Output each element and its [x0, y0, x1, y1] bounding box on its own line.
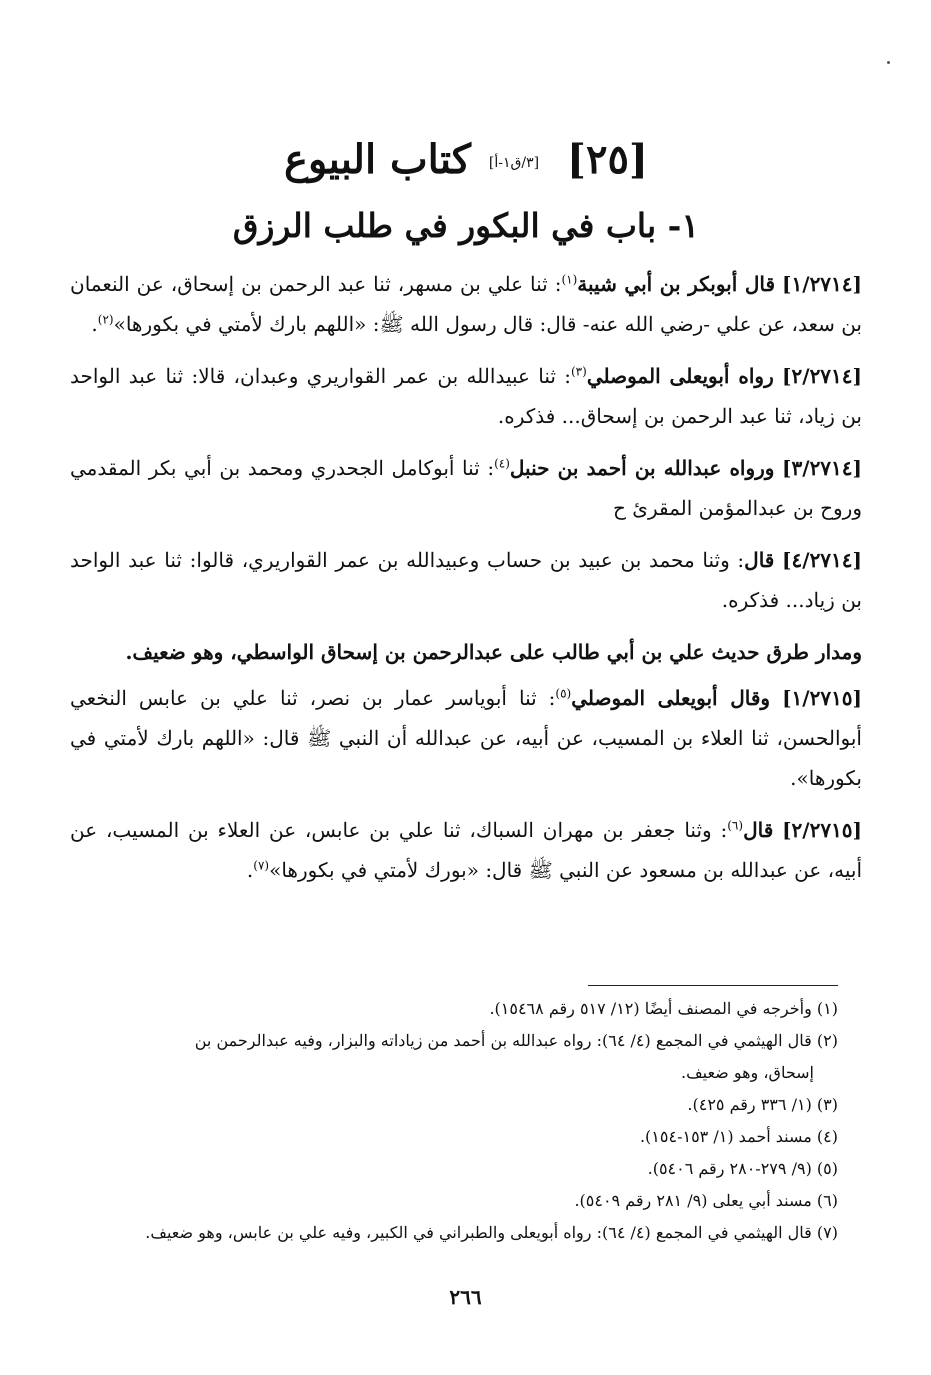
hadith-entry [70, 678, 862, 798]
entry-tail: . [91, 312, 98, 336]
entry-number: [١/٢٧١٥] [782, 686, 863, 710]
entry-lead: ورواه عبدالله بن أحمد بن حنبل [509, 456, 775, 480]
entry-number: [٤/٢٧١٤] [782, 548, 862, 572]
entry-lead: قال [743, 818, 774, 842]
footnote-ref[interactable]: (٤) [494, 456, 510, 471]
hadith-entry [70, 540, 862, 620]
footnote [70, 1217, 838, 1249]
footnote [70, 1121, 838, 1153]
entry-lead: وقال أبويعلى الموصلي [571, 686, 771, 710]
footnote-text: مسند أبي يعلى (٩/ ٢٨١ رقم ٥٤٠٩). [574, 1191, 812, 1210]
entry-lead: قال أبوبكر بن أبي شيبة [577, 272, 776, 296]
footnote-ref[interactable]: (٥) [555, 686, 572, 701]
entry-lead: رواه أبويعلى الموصلي [586, 364, 774, 388]
footnote-mark: (١) [816, 999, 838, 1018]
entry-text: : وثنا محمد بن عبيد بن حساب وعبيدالله بن عمر القواريري، قالوا: ثنا عبد الواحد بن زياد... فذكره. [70, 548, 862, 612]
footnotes [70, 993, 838, 1249]
footnote-ref[interactable]: (٣) [570, 364, 587, 379]
footnote-separator [588, 985, 838, 986]
hadith-entry [70, 448, 862, 528]
chapter-title: ١- باب في البكور في طلب الرزق [232, 206, 700, 245]
page-body [70, 128, 862, 902]
footnote-mark: (٢) [816, 1031, 838, 1050]
footnote-text: وأخرجه في المصنف أيضًا (١٢/ ٥١٧ رقم ١٥٤٦٨). [489, 999, 812, 1018]
book-number: [٢٥] [567, 136, 648, 183]
footnote-text: مسند أحمد (١/ ١٥٣-١٥٤). [639, 1127, 812, 1146]
entry-tail: . [246, 858, 254, 882]
entry-number: [١/٢٧١٤] [782, 272, 862, 296]
scan-speck [887, 61, 890, 64]
page-number: ٢٦٦ [449, 1285, 482, 1309]
footnote-mark: (٥) [816, 1159, 838, 1178]
entry-text: : ثنا عبيدالله بن عمر القواريري وعبدان، قالا: ثنا عبد الواحد بن زياد، ثنا عبد الرحمن بن إسحاق... فذكره. [70, 364, 862, 428]
footnote [70, 1153, 838, 1185]
entry-text: : ثنا أبوكامل الجحدري ومحمد بن أبي بكر المقدمي وروح بن عبدالمؤمن المقرئ ح [70, 456, 862, 520]
footnote-text: قال الهيثمي في المجمع (٤/ ٦٤): رواه أبويعلى والطبراني في الكبير، وفيه علي بن عابس، وهو ضعيف. [145, 1223, 812, 1242]
footnote-text: (١/ ٣٣٦ رقم ٤٢٥). [687, 1095, 812, 1114]
hadith-entry [70, 264, 862, 344]
entry-number: [٣/٢٧١٤] [782, 456, 862, 480]
entry-text: : ثنا أبوياسر عمار بن نصر، ثنا علي بن عابس النخعي أبوالحسن، ثنا العلاء بن المسيب، عن أبيه، عن عبدالله أن النبي ﷺ قال: «اللهم بارك لأمتي في بكورها». [70, 686, 862, 790]
footnote-ref[interactable]: (٢) [97, 312, 114, 327]
footnote-mark: (٦) [816, 1191, 838, 1210]
book-title-text: كتاب البيوع [284, 136, 471, 183]
footnote [70, 1025, 838, 1089]
footnote [70, 1185, 838, 1217]
footnote [70, 1089, 838, 1121]
hadith-entry [70, 810, 862, 890]
footnote [70, 993, 838, 1025]
manuscript-reference: [٣/ق١-أ] [488, 155, 540, 171]
footnote-text: قال الهيثمي في المجمع (٤/ ٦٤): رواه عبدالله بن أحمد من زياداته والبزار، وفيه عبدالرحمن بن [194, 1031, 812, 1050]
entry-text: : وثنا جعفر بن مهران السباك، ثنا علي بن عابس، عن العلاء بن المسيب، عن أبيه، عن عبدالله بن مسعود عن النبي ﷺ قال: «بورك لأمتي في بكورها» [70, 818, 862, 882]
footnote-ref[interactable]: (٧) [253, 858, 270, 873]
footnote-mark: (٧) [816, 1223, 838, 1242]
footnote-mark: (٤) [816, 1127, 838, 1146]
entry-lead: قال [744, 548, 775, 572]
footnote-ref[interactable]: (١) [561, 272, 578, 287]
book-title [70, 128, 862, 192]
summary-note: ومدار طرق حديث علي بن أبي طالب على عبدالرحمن بن إسحاق الواسطي، وهو ضعيف. [125, 640, 862, 664]
entry-number: [٢/٢٧١٥] [782, 818, 863, 842]
entry-number: [٢/٢٧١٤] [782, 364, 862, 388]
footnote-ref[interactable]: (٦) [727, 818, 744, 833]
footnote-mark: (٣) [816, 1095, 838, 1114]
entry-text: : ثنا علي بن مسهر، ثنا عبد الرحمن بن إسحاق، عن النعمان بن سعد، عن علي -رضي الله عنه- قال: قال رسول الله ﷺ: «اللهم بارك لأمتي في بكورها» [70, 272, 862, 336]
footnote-continuation: إسحاق، وهو ضعيف. [680, 1063, 814, 1082]
hadith-entry [70, 356, 862, 436]
footnote-text: (٩/ ٢٧٩-٢٨٠ رقم ٥٤٠٦). [647, 1159, 812, 1178]
